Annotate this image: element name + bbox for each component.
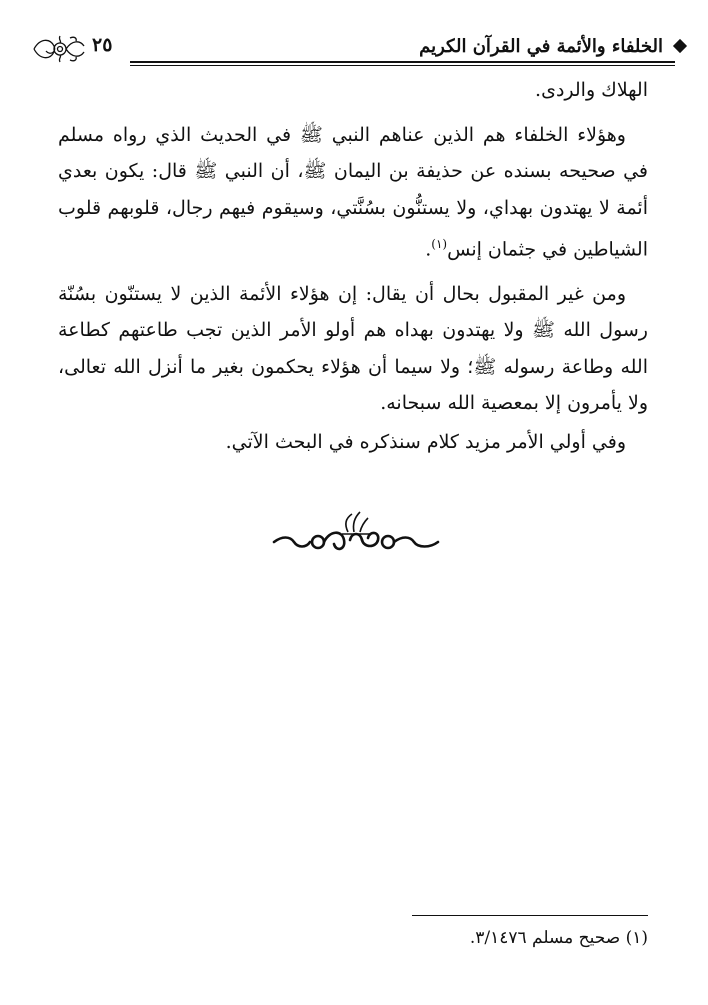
footnote: (١) صحيح مسلم ٣/١٤٧٦. xyxy=(469,928,648,948)
footnote-separator xyxy=(412,915,648,916)
paragraph-end: . xyxy=(425,238,432,261)
paragraph: ومن غير المقبول بحال أن يقال: إن هؤلاء الأئمة الذين لا يستنّون بسُنّة رسول الله ﷺ ولا يهتدون بهداه هم أولو الأمر الذين تجب طاعتهم كطاعة الله وطاعة رسوله ﷺ؛ ولا سيما أن هؤلاء يحكمون بغير ما أنزل الله تعالى، ولا يأمرون إلا بمعصية الله سبحانه. xyxy=(58,282,648,415)
paragraph xyxy=(58,117,648,268)
header-rule xyxy=(130,61,675,63)
paragraph-text: وهؤلاء الخلفاء هم الذين عناهم النبي ﷺ في الحديث الذي رواه مسلم في صحيحه بسنده عن حذيفة بن اليمان ﷺ، أن النبي ﷺ قال: يكون بعدي أئمة لا يهتدون بهداي، ولا يستنُّون بسُنَّتي، وسيقوم فيهم رجال، قلوبهم قلوب الشياطين في جثمان إنس xyxy=(58,123,648,261)
floral-ornament-icon xyxy=(30,32,88,66)
section-separator-ornament-icon xyxy=(270,510,442,562)
paragraph: وفي أولي الأمر مزيد كلام سنذكره في البحث الآتي. xyxy=(225,430,626,453)
running-header xyxy=(30,30,685,66)
diamond-ornament-icon xyxy=(673,39,687,53)
page-number: ٢٥ xyxy=(92,34,113,56)
paragraph: الهلاك والردى. xyxy=(535,79,648,101)
header-rule-thin xyxy=(130,65,675,66)
footnote-reference: (١) xyxy=(431,237,448,251)
main-text xyxy=(58,72,648,460)
header-title: الخلفاء والأئمة في القرآن الكريم xyxy=(419,36,663,57)
